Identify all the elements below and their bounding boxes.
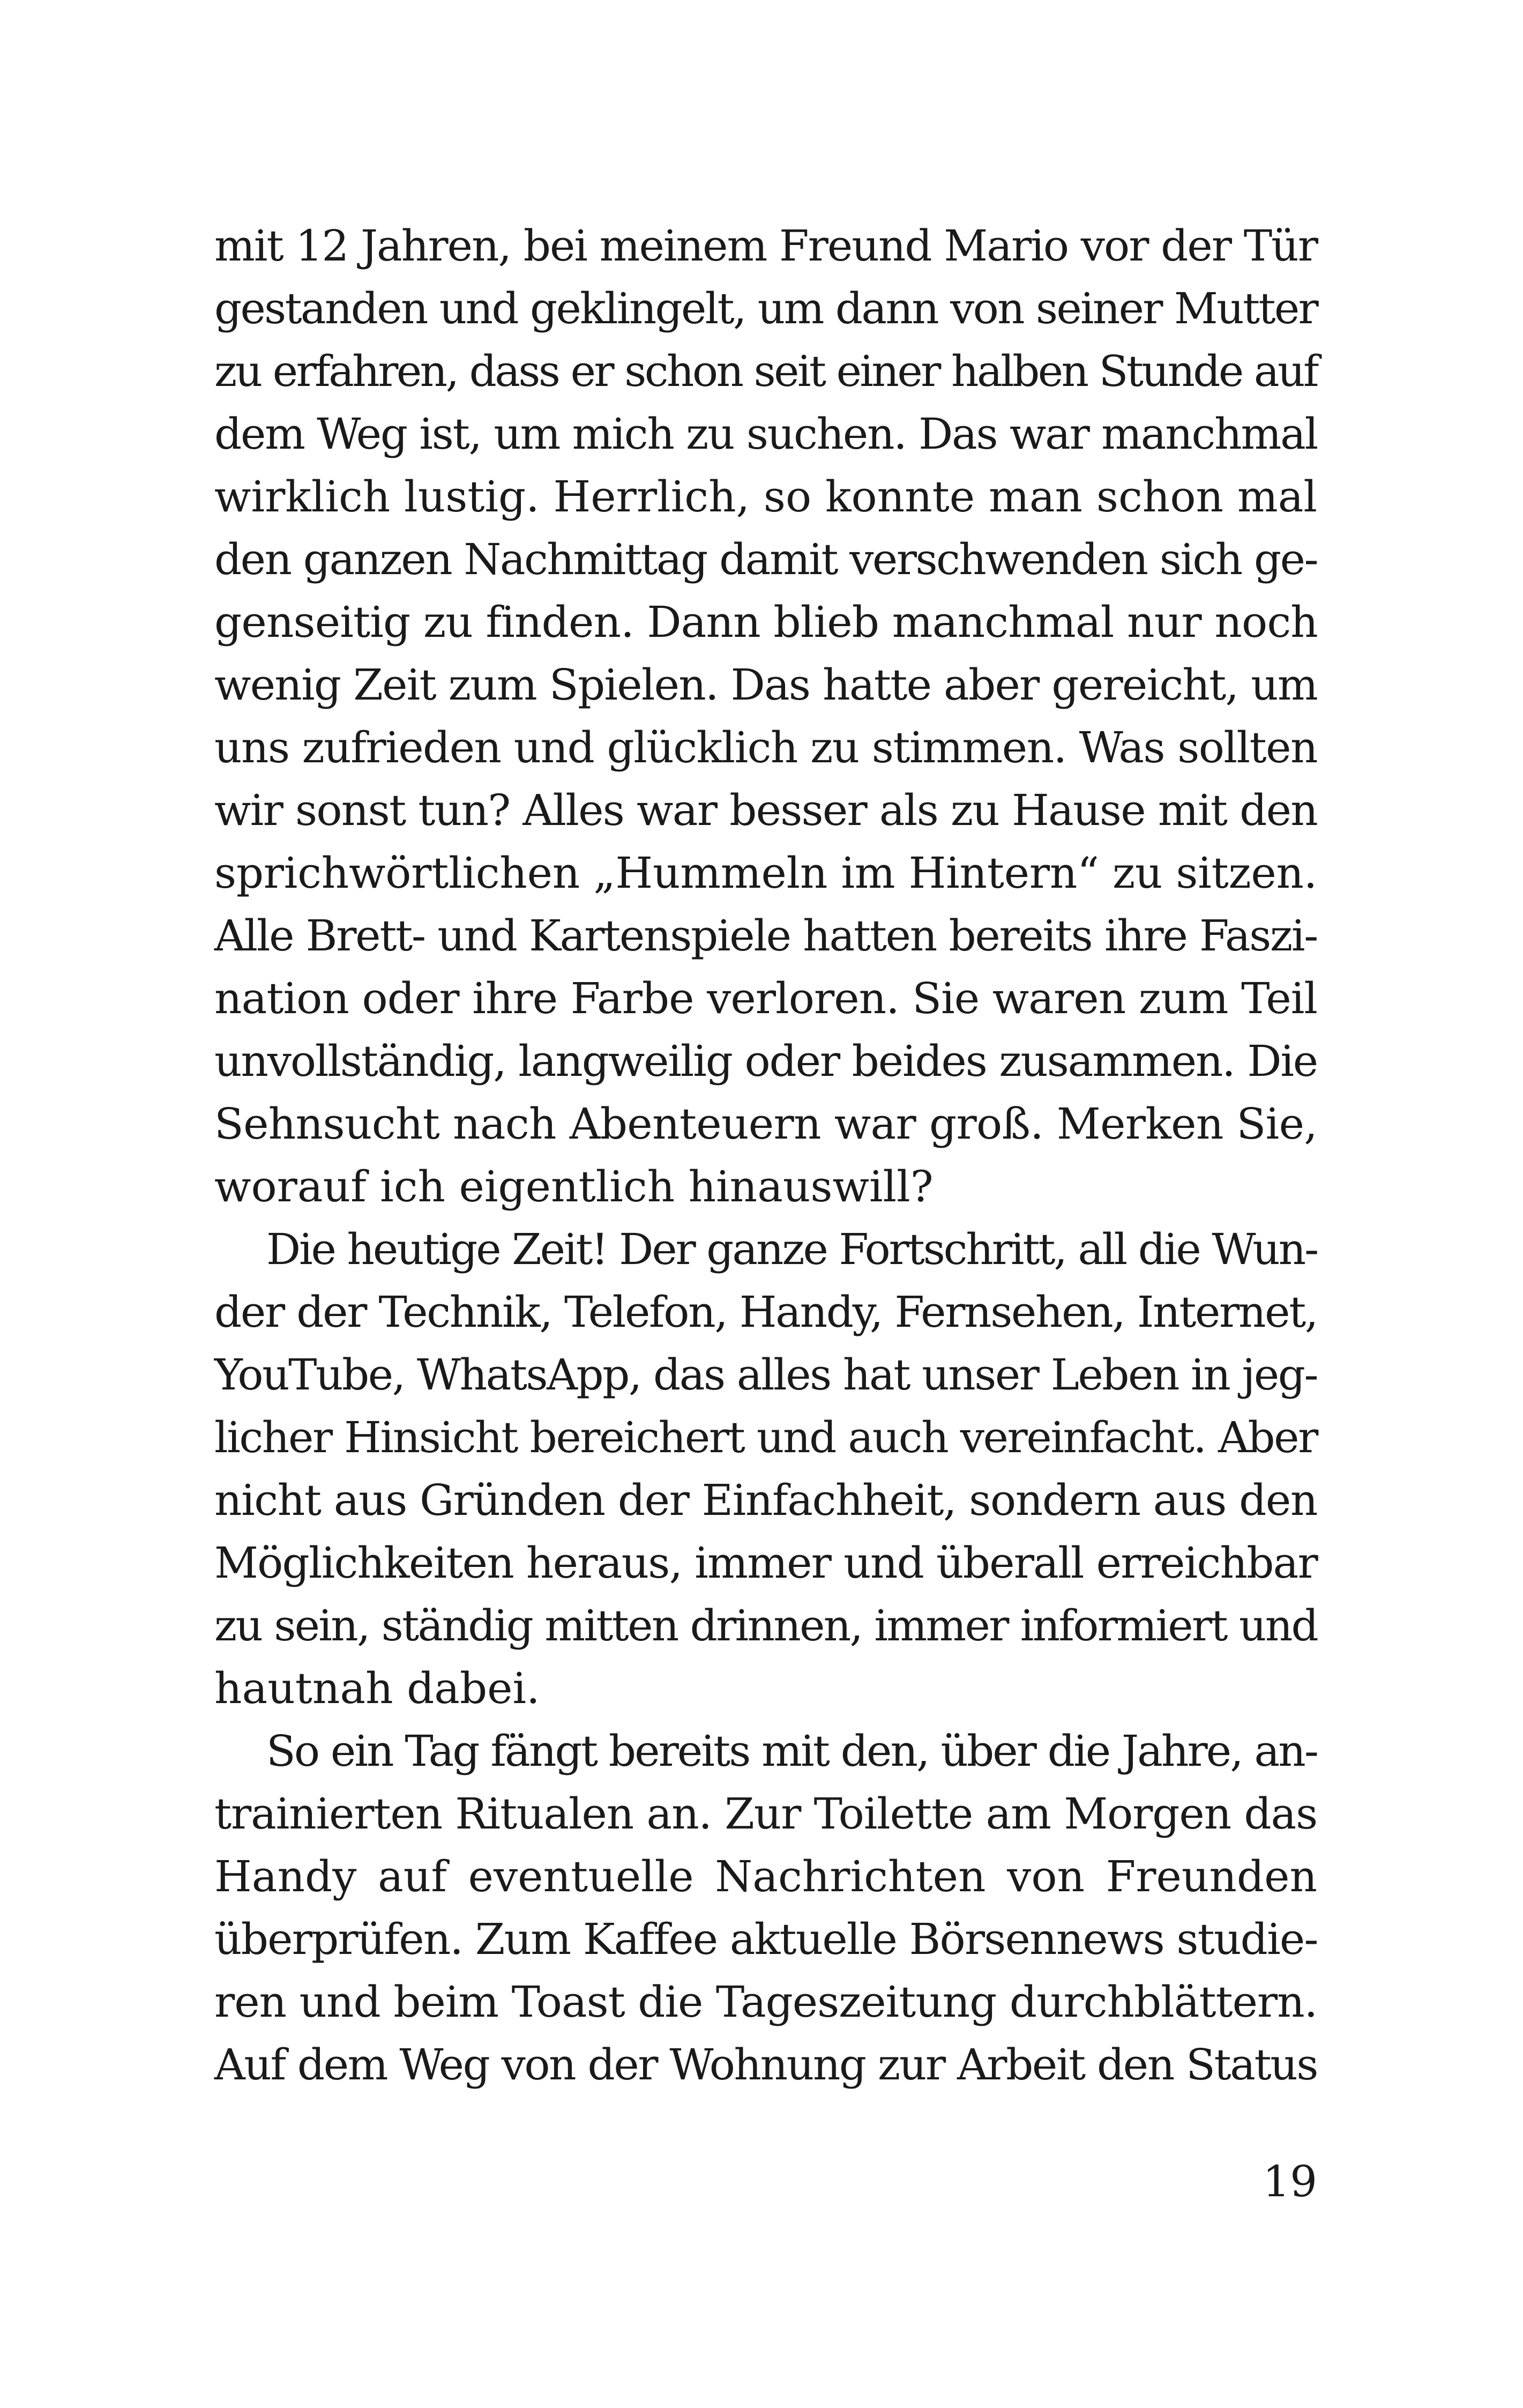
text-line: licher Hinsicht bereichert und auch vereinfacht. Aber xyxy=(214,1413,1317,1462)
text-line: Sehnsucht nach Abenteuern war groß. Merken Sie, xyxy=(214,1099,1317,1149)
text-line: wirklich lustig. Herrlich, so konnte man schon mal xyxy=(214,472,1317,522)
text-line: sprichwörtlichen „Hummeln im Hintern“ zu sitzen. xyxy=(214,848,1317,898)
text-line: genseitig zu finden. Dann blieb manchmal nur noch xyxy=(214,597,1318,647)
text-line: YouTube, WhatsApp, das alles hat unser Leben in jeg- xyxy=(214,1350,1317,1400)
text-line: Möglichkeiten heraus, immer und überall erreichbar xyxy=(214,1538,1317,1588)
text-line: wenig Zeit zum Spielen. Das hatte aber gereicht, um xyxy=(214,660,1317,710)
text-line: nicht aus Gründen der Einfachheit, sondern aus den xyxy=(214,1475,1317,1525)
text-line: trainierten Ritualen an. Zur Toilette am Morgen das xyxy=(214,1789,1317,1839)
text-line: worauf ich eigentlich hinauswill? xyxy=(214,1162,934,1212)
text-line: Die heutige Zeit! Der ganze Fortschritt, all die Wun- xyxy=(266,1224,1317,1274)
text-line: So ein Tag fängt bereits mit den, über die Jahre, an- xyxy=(266,1726,1317,1776)
text-line: hautnah dabei. xyxy=(214,1663,540,1713)
text-line: zu sein, ständig mitten drinnen, immer informiert und xyxy=(214,1601,1317,1651)
text-line: unvollständig, langweilig oder beides zusammen. Die xyxy=(214,1036,1317,1086)
text-line: überprüfen. Zum Kaffee aktuelle Börsennews studie- xyxy=(214,1914,1318,1964)
text-line: wir sonst tun? Alles war besser als zu Hause mit den xyxy=(214,785,1317,835)
text-line: nation oder ihre Farbe verloren. Sie waren zum Teil xyxy=(214,973,1317,1023)
text-line: zu erfahren, dass er schon seit einer halben Stunde auf xyxy=(214,346,1317,396)
body-text xyxy=(214,214,1317,2096)
text-line: den ganzen Nachmittag damit verschwenden sich ge- xyxy=(214,534,1317,584)
text-line: dem Weg ist, um mich zu suchen. Das war manchmal xyxy=(214,409,1317,459)
text-line: der der Technik, Telefon, Handy, Fernsehen, Internet, xyxy=(214,1287,1317,1337)
text-line: mit 12 Jahren, bei meinem Freund Mario vor der Tür xyxy=(214,221,1317,271)
text-line: Handy auf eventuelle Nachrichten von Freunden xyxy=(214,1852,1317,1901)
text-line: Auf dem Weg von der Wohnung zur Arbeit den Status xyxy=(214,2040,1317,2090)
text-line: uns zufrieden und glücklich zu stimmen. Was sollten xyxy=(214,723,1317,772)
text-line: gestanden und geklingelt, um dann von seiner Mutter xyxy=(214,284,1317,333)
text-line: Alle Brett- und Kartenspiele hatten bereits ihre Faszi- xyxy=(214,911,1317,961)
page-number: 19 xyxy=(1263,2157,1317,2206)
text-line: ren und beim Toast die Tageszeitung durchblättern. xyxy=(214,1977,1317,2027)
